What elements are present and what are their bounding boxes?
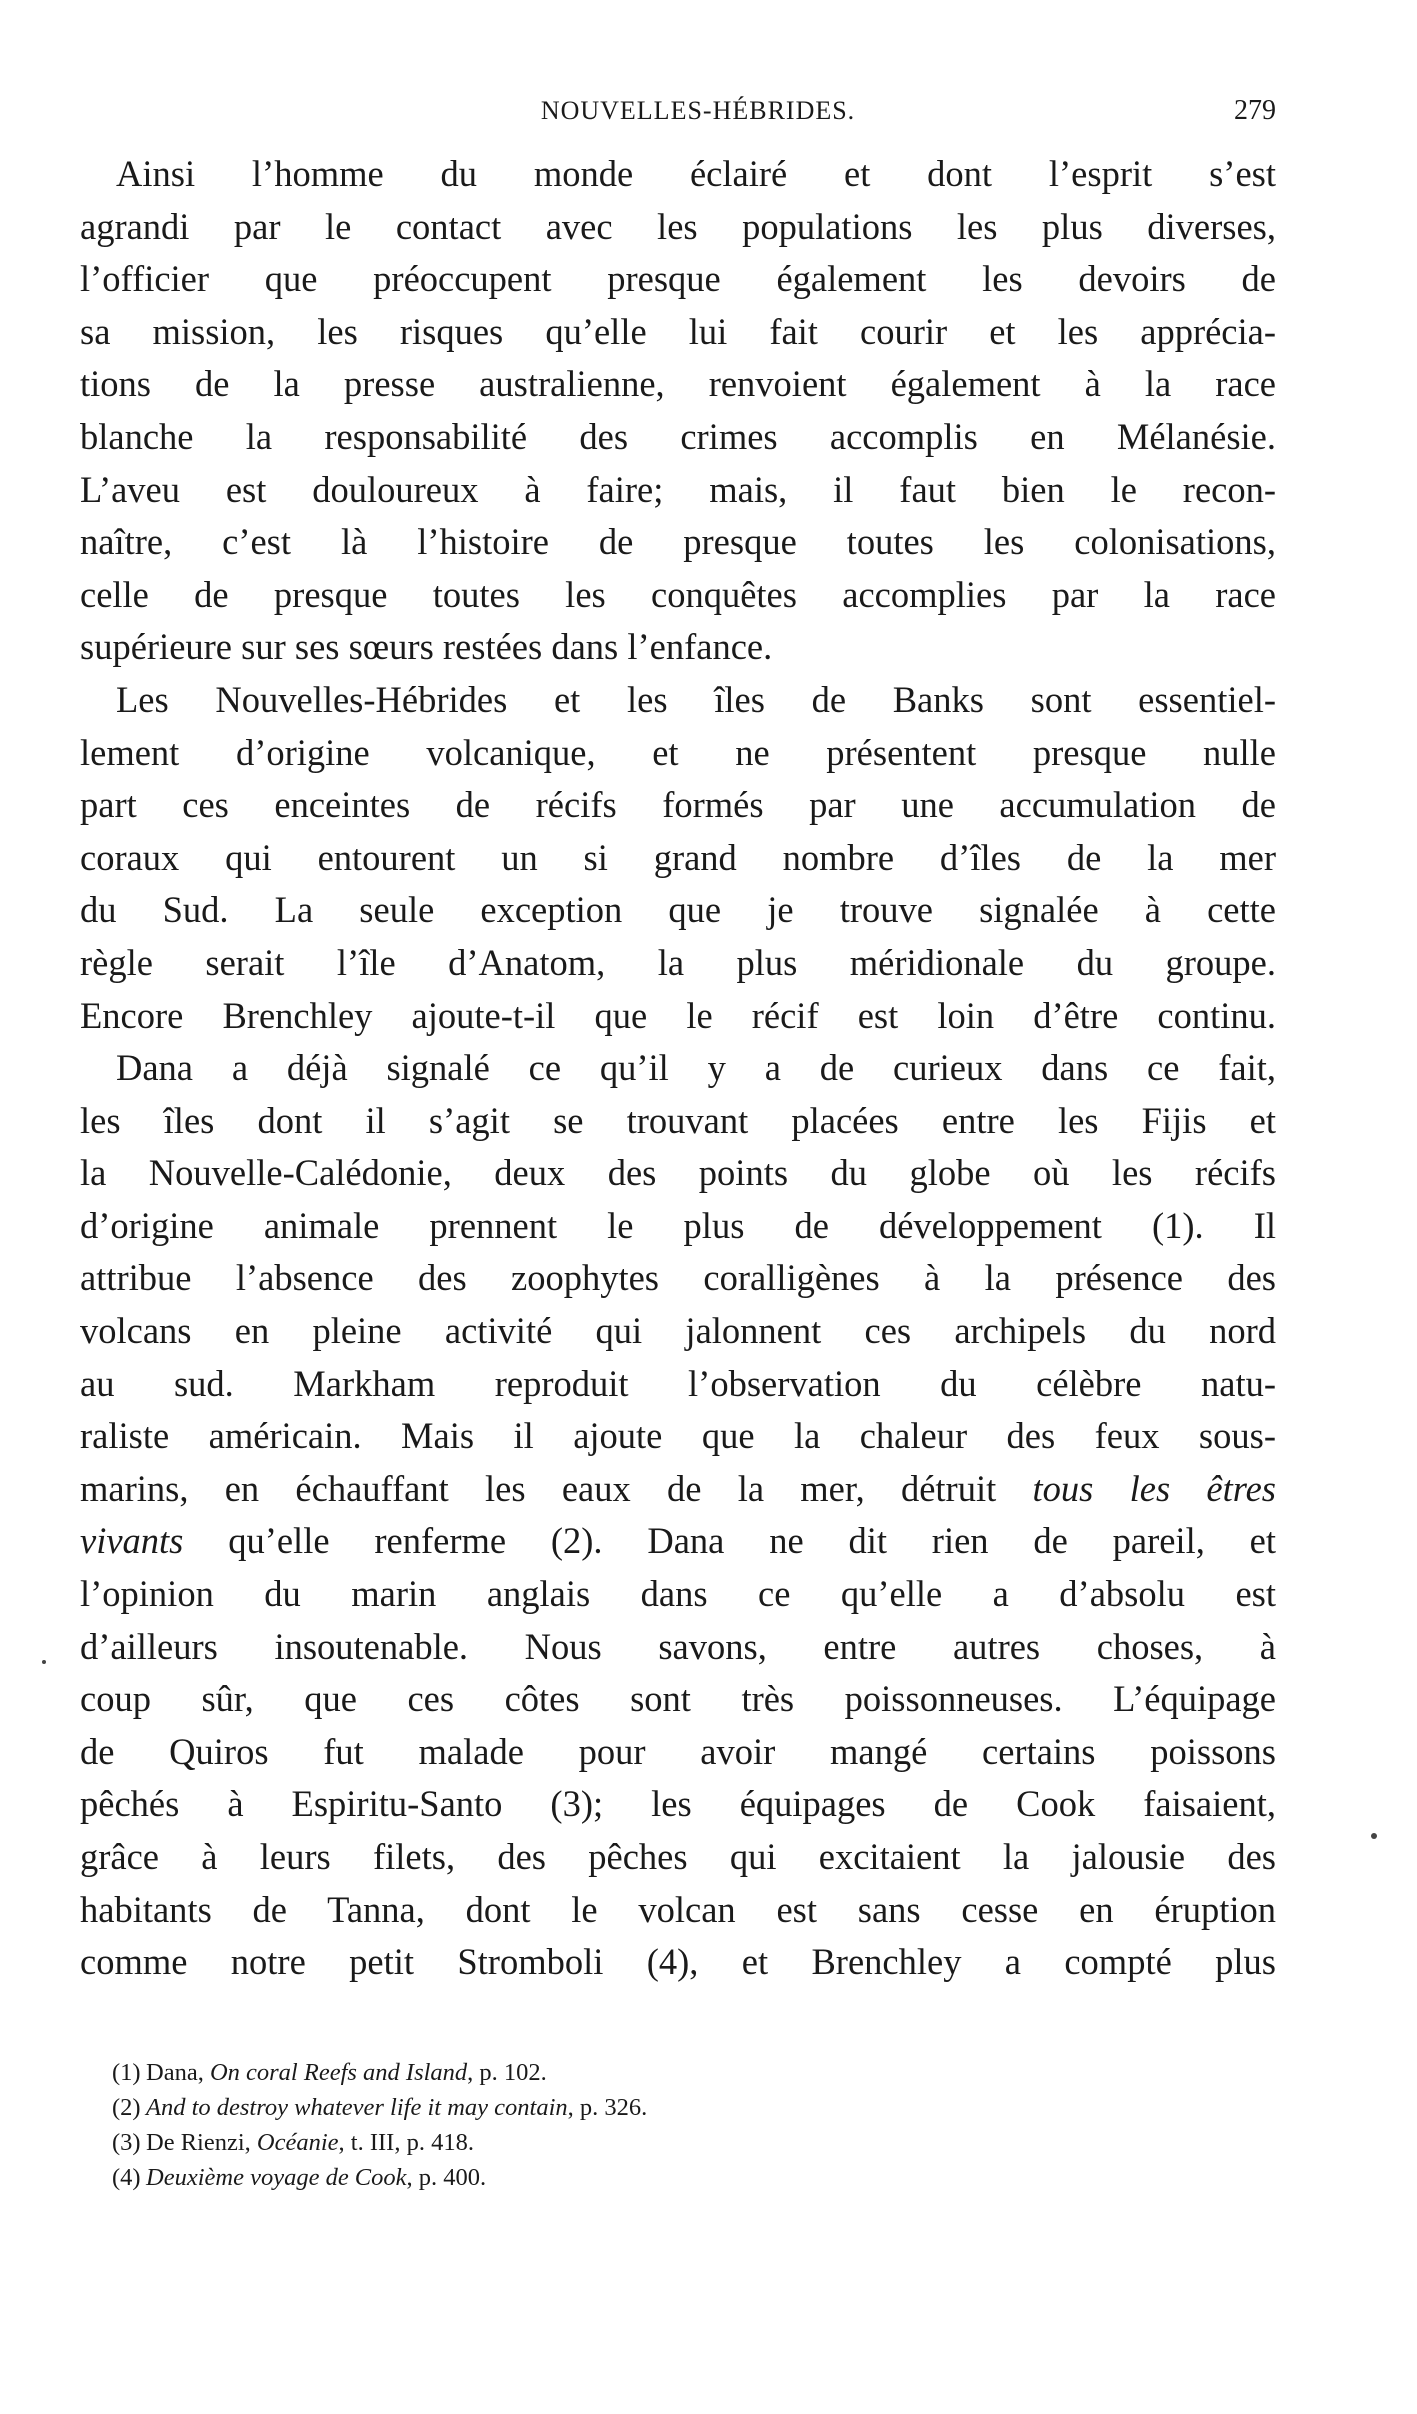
text-line: lement d’origine volcanique, et ne présentent presque nulle [80,731,1276,773]
page-number: 279 [1234,95,1276,126]
text-line: celle de presque toutes les conquêtes accomplies par la race [80,573,1276,615]
text-line: grâce à leurs filets, des pêches qui excitaient la jalousie des [80,1836,1276,1877]
text-line: L’aveu est douloureux à faire; mais, il faut bien le recon- [80,468,1276,510]
footnote: (2) And to destroy whatever life it may contain, p. 326. [112,2090,1012,2125]
italic-text: vivants [80,1520,184,1562]
text-line: d’ailleurs insoutenable. Nous savons, entre autres choses, à [80,1625,1276,1667]
text-line: pêchés à Espiritu-Santo (3); les équipages de Cook faisaient, [80,1783,1276,1825]
running-head [80,94,1276,128]
footnote-number: (4) [112,2164,141,2191]
footnotes [112,2055,1012,2195]
text-line: au sud. Markham reproduit l’observation du célèbre natu- [80,1362,1276,1404]
text-line: naître, c’est là l’histoire de presque toutes les colonisations, [80,521,1276,563]
text-line: Les Nouvelles-Hébrides et les îles de Banks sont essentiel- [116,678,1276,720]
text-line: l’officier que préoccupent presque également les devoirs de [80,258,1276,300]
footnote: (4) Deuxième voyage de Cook, p. 400. [112,2160,1012,2195]
text-line: du Sud. La seule exception que je trouve signalée à cette [80,889,1276,931]
text-line: Dana a déjà signalé ce qu’il y a de curieux dans ce fait, [116,1047,1276,1089]
text-line: d’origine animale prennent le plus de développement (1). Il [80,1204,1276,1246]
text-line: agrandi par le contact avec les populations les plus diverses, [80,205,1276,247]
footnote: (1) Dana, On coral Reefs and Island, p. 102. [112,2055,1012,2090]
text-line: coup sûr, que ces côtes sont très poissonneuses. L’équipage [80,1678,1276,1720]
text-line: les îles dont il s’agit se trouvant placées entre les Fijis et [80,1099,1276,1141]
ink-speck [42,1660,46,1664]
text-line: comme notre petit Stromboli (4), et Brenchley a compté plus [80,1941,1276,1983]
text-line: volcans en pleine activité qui jalonnent ces archipels du nord [80,1310,1276,1352]
text-line: Encore Brenchley ajoute-t-il que le récif est loin d’être continu. [80,994,1276,1036]
footnote-number: (2) [112,2094,141,2121]
text-line: raliste américain. Mais il ajoute que la chaleur des feux sous- [80,1415,1276,1457]
text-line: supérieure sur ses sœurs restées dans l’enfance. [80,626,773,668]
text-line: coraux qui entourent un si grand nombre d’îles de la mer [80,836,1276,878]
text-line: la Nouvelle-Calédonie, deux des points du globe où les récifs [80,1152,1276,1194]
text-line: marins, en échauffant les eaux de la mer, détruit tous les êtres [80,1467,1276,1509]
text-line: part ces enceintes de récifs formés par une accumulation de [80,784,1276,826]
italic-text: tous les êtres [1032,1467,1276,1509]
text-line: de Quiros fut malade pour avoir mangé certains poissons [80,1730,1276,1772]
ink-speck [1371,1833,1377,1839]
text-line: règle serait l’île d’Anatom, la plus méridionale du groupe. [80,941,1276,983]
footnote-number: (1) [112,2059,141,2086]
text-line: habitants de Tanna, dont le volcan est sans cesse en éruption [80,1888,1276,1930]
text-line: vivants qu’elle renferme (2). Dana ne dit rien de pareil, et [80,1520,1276,1562]
text-line: tions de la presse australienne, renvoient également à la race [80,363,1276,405]
text-line: attribue l’absence des zoophytes coralligènes à la présence des [80,1257,1276,1299]
footnote: (3) De Rienzi, Océanie, t. III, p. 418. [112,2125,1012,2160]
body-text [80,148,1276,1989]
text-line: l’opinion du marin anglais dans ce qu’elle a d’absolu est [80,1573,1276,1615]
text-line: Ainsi l’homme du monde éclairé et dont l’esprit s’est [116,153,1276,194]
footnote-number: (3) [112,2129,141,2156]
text-line: sa mission, les risques qu’elle lui fait courir et les apprécia- [80,310,1276,352]
text-line: blanche la responsabilité des crimes accomplis en Mélanésie. [80,415,1276,457]
running-title: NOUVELLES-HÉBRIDES. [540,96,856,125]
